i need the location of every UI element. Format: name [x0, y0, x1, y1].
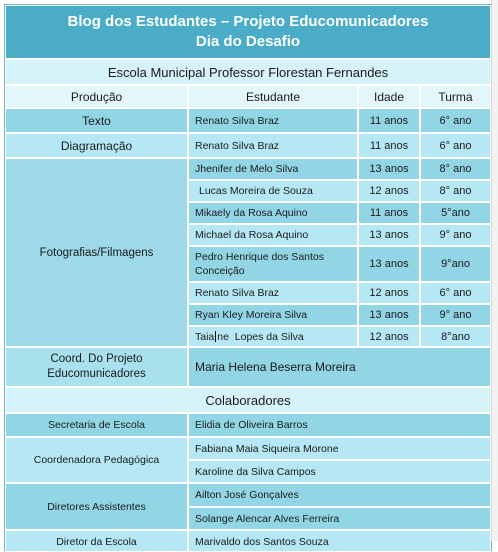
turma-cell: 8°ano [420, 326, 491, 347]
turma-cell: 6° ano [420, 133, 491, 158]
idade-cell: 11 anos [358, 202, 420, 224]
diretor-name: Marivaldo dos Santos Souza [188, 530, 491, 552]
scroll-edge [491, 0, 498, 541]
colaboradores-heading: Colaboradores [5, 387, 491, 413]
estudante-cell: Renato Silva Braz [188, 133, 358, 158]
estudante-text-part: ne Lopes da Silva [217, 330, 304, 343]
school-name: Escola Municipal Professor Florestan Fernandes [5, 59, 491, 85]
coordenadora-name: Fabiana Maia Siqueira Morone [188, 437, 491, 460]
coordenadora-label: Coordenadora Pedagógica [5, 437, 188, 483]
header-estudante: Estudante [188, 85, 358, 108]
diretores-name: Solange Alencar Alves Ferreira [188, 507, 491, 530]
diretor-label: Diretor da Escola [5, 530, 188, 552]
estudante-cell: Ryan Kley Moreira Silva [188, 304, 358, 326]
estudante-text-part: Taia [195, 330, 215, 343]
idade-cell: 13 anos [358, 246, 420, 282]
producao-diagramacao: Diagramação [5, 133, 188, 158]
idade-cell: 13 anos [358, 304, 420, 326]
title-line-2: Dia do Desafio [195, 33, 301, 50]
idade-cell: 12 anos [358, 282, 420, 304]
estudante-cell: Mikaely da Rosa Aquino [188, 202, 358, 224]
header-producao: Produção [5, 85, 188, 108]
secretaria-label: Secretaria de Escola [5, 413, 188, 437]
estudante-cell: Jhenifer de Melo Silva [188, 158, 358, 180]
estudante-cell: Renato Silva Braz [188, 108, 358, 133]
turma-cell: 8° ano [420, 158, 491, 180]
turma-cell: 5°ano [420, 202, 491, 224]
idade-cell: 13 anos [358, 224, 420, 246]
diretores-name: Ailton José Gonçalves [188, 483, 491, 507]
producao-texto: Texto [5, 108, 188, 133]
turma-cell: 8° ano [420, 180, 491, 202]
document-table [4, 4, 492, 551]
estudante-cell[interactable] [188, 326, 358, 347]
estudante-cell: Lucas Moreira de Souza [188, 180, 358, 202]
turma-cell: 6° ano [420, 282, 491, 304]
diretores-label: Diretores Assistentes [5, 483, 188, 530]
table-title [5, 5, 491, 59]
estudante-cell: Renato Silva Braz [188, 282, 358, 304]
idade-cell: 11 anos [358, 108, 420, 133]
coord-name: Maria Helena Beserra Moreira [188, 347, 491, 387]
header-turma: Turma [420, 85, 491, 108]
idade-cell: 12 anos [358, 326, 420, 347]
coordenadora-name: Karoline da Silva Campos [188, 460, 491, 483]
header-idade: Idade [358, 85, 420, 108]
turma-cell: 6° ano [420, 108, 491, 133]
coord-label: Coord. Do Projeto Educomunicadores [5, 347, 188, 387]
producao-fotografias: Fotografias/Filmagens [5, 158, 188, 347]
title-line-1: Blog dos Estudantes – Projeto Educomunicadores [67, 13, 429, 30]
idade-cell: 12 anos [358, 180, 420, 202]
estudante-cell: Pedro Henrique dos Santos Conceição [188, 246, 358, 282]
estudante-cell: Michael da Rosa Aquino [188, 224, 358, 246]
idade-cell: 13 anos [358, 158, 420, 180]
turma-cell: 9° ano [420, 304, 491, 326]
turma-cell: 9°ano [420, 246, 491, 282]
idade-cell: 11 anos [358, 133, 420, 158]
turma-cell: 9° ano [420, 224, 491, 246]
secretaria-name: Elidia de Oliveira Barros [188, 413, 491, 437]
text-cursor [215, 331, 216, 342]
